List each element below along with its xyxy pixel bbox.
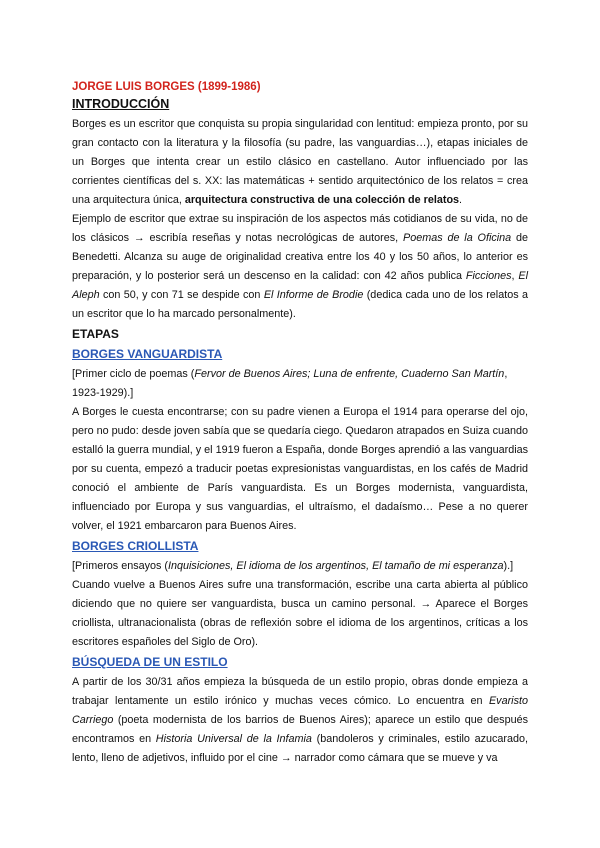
book-title-el-aleph: El Aleph bbox=[72, 270, 528, 301]
intro2-text-a: Ejemplo de escritor que extrae su inspiración de los aspectos más cotidianos de su vida, no de los clásicos → escribía reseñas y notas necrológicas de autores, bbox=[72, 213, 528, 244]
intro-text: Borges es un escritor que conquista su propia singularidad con lentitud: empieza pronto, por su gran contacto con la literatura y la filosofía (su padre, las vanguardias…), etapas iniciales de un Borges que intenta crear un estilo clásico en castellano. Autor influenciado por las corrientes científicas del s. XX: las matemáticas + sentido arquitectónico de los relatos = crea una arquitectura única, bbox=[72, 118, 528, 206]
criollista-meta-b: ).] bbox=[503, 560, 514, 572]
intro-paragraph bbox=[72, 115, 528, 210]
vanguardista-meta-titles: Fervor de Buenos Aires; Luna de enfrente, Cuaderno San Martín bbox=[194, 368, 505, 380]
intro2-text-e: (dedica cada uno de los relatos a un escritor que lo ha marcado personalmente). bbox=[72, 289, 528, 320]
vanguardista-body: A Borges le cuesta encontrarse; con su padre vienen a Europa el 1914 para operarse del ojo, pero no pudo: desde joven sabía que se quedaría ciego. Quedaron atrapados en Suiza cuando estalló la guerra mundial, y el 1919 fueron a España, donde Borges aprendió a las vanguardias por su cuenta, empezó a traducir poetas expresionistas vanguardistas, en los cafés de Madrid conoció el ambiente de París vanguardista. Es un Borges modernista, vanguardista, influenciado por Europa y sus vanguardias, el ultraísmo, el dadaísmo… Pese a no querer volver, el 1921 embarcaron para Buenos Aires. bbox=[72, 406, 528, 532]
book-title-poemas-oficina: Poemas de la Oficina bbox=[403, 232, 512, 244]
intro-bold-text: arquitectura constructiva de una colección de relatos bbox=[184, 194, 460, 206]
intro-paragraph-2 bbox=[72, 210, 528, 324]
heading-busqueda[interactable]: BÚSQUEDA DE UN ESTILO bbox=[72, 655, 228, 669]
book-title-informe-brodie: El Informe de Brodie bbox=[263, 289, 364, 301]
intro-heading: INTRODUCCIÓN bbox=[72, 97, 170, 111]
criollista-meta-a: [Primeros ensayos ( bbox=[72, 560, 169, 572]
book-title-evaristo-carriego: Evaristo Carriego bbox=[72, 695, 528, 726]
vanguardista-works bbox=[72, 365, 528, 403]
busqueda-body bbox=[72, 673, 528, 768]
busqueda-text-b: (poeta modernista de los barrios de Buenos Aires); aparece un estilo que después encontramos en bbox=[72, 714, 528, 745]
book-title-historia-infamia: Historia Universal de la Infamia bbox=[155, 733, 312, 745]
intro-text-end: . bbox=[459, 194, 463, 206]
document-page bbox=[72, 80, 528, 768]
etapas-heading: ETAPAS bbox=[72, 327, 119, 341]
book-title-ficciones: Ficciones bbox=[465, 270, 512, 282]
intro2-text-c: , bbox=[511, 270, 519, 282]
vanguardista-meta-a: [Primer ciclo de poemas ( bbox=[72, 368, 195, 380]
heading-vanguardista[interactable]: BORGES VANGUARDISTA bbox=[72, 347, 223, 361]
busqueda-text-c: (bandoleros y criminales, estilo azucarado, lento, lleno de adjetivos, influido por el cine → narrador como cámara que se mueve y va bbox=[72, 733, 529, 764]
criollista-body: Cuando vuelve a Buenos Aires sufre una transformación, escribe una carta abierta al público diciendo que no quiere ser vanguardista, busca un camino personal. → Aparece el Borges criollista, ultranacionalista (obras de reflexión sobre el idioma de los argentinos, críticas a los escritores españoles del Siglo de Oro). bbox=[72, 579, 528, 648]
criollista-works bbox=[72, 557, 528, 576]
document-title: JORGE LUIS BORGES (1899-1986) bbox=[72, 81, 261, 93]
heading-criollista[interactable]: BORGES CRIOLLISTA bbox=[72, 539, 199, 553]
intro2-text-b: de Benedetti. Alcanza su auge de originalidad creativa entre los 40 y los 50 años, lo anterior es preparación, y lo posterior será un descenso en la calidad: con 42 años publica bbox=[72, 232, 529, 282]
criollista-meta-titles: Inquisiciones, El idioma de los argentinos, El tamaño de mi esperanza bbox=[168, 560, 504, 572]
vanguardista-meta-b: , 1923-1929).] bbox=[72, 368, 508, 399]
intro2-text-d: con 50, y con 71 se despide con bbox=[99, 289, 264, 301]
busqueda-text-a: A partir de los 30/31 años empieza la búsqueda de un estilo propio, obras donde empieza a trabajar lentamente un estilo irónico y muchas veces cómico. Lo encuentra en bbox=[72, 676, 528, 707]
